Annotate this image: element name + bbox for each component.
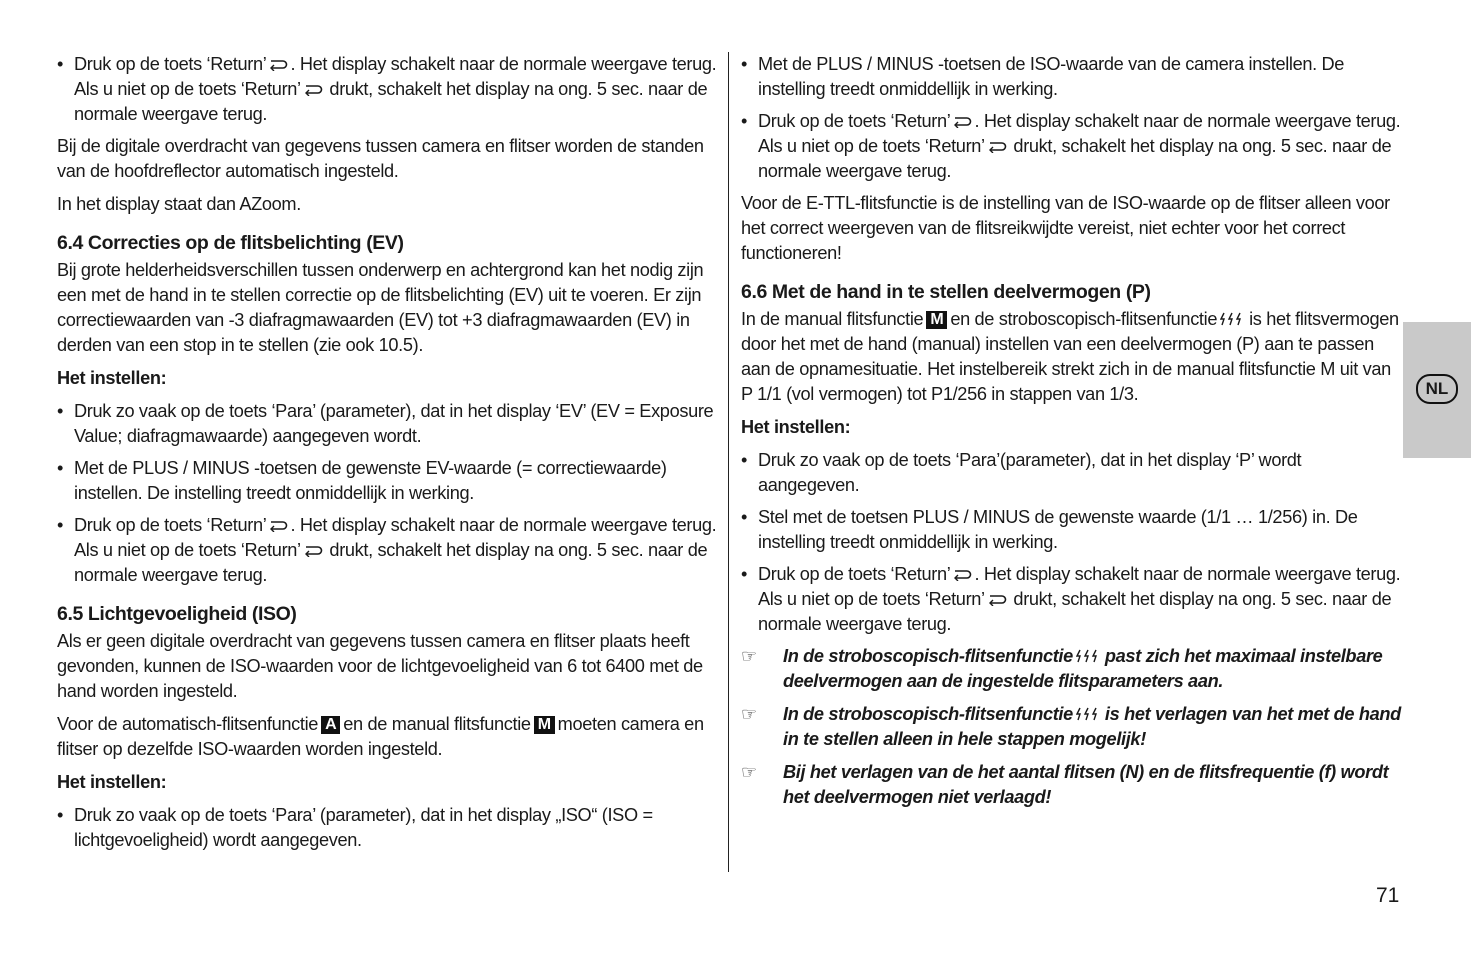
section-6-5-mode-paragraph bbox=[57, 712, 717, 762]
bullet-item: • Druk zo vaak op de toets ‘Para’ (parameter), dat in het display „ISO“ (ISO = lichtgevoeligheid) wordt aangegeven. bbox=[57, 803, 717, 853]
note-1 bbox=[741, 644, 1401, 694]
column-divider bbox=[728, 52, 729, 872]
return-bullet-2 bbox=[57, 513, 717, 588]
section-heading-6-5: 6.5 Lichtgevoeligheid (ISO) bbox=[57, 603, 297, 625]
paragraph-azoom: In het display staat dan AZoom. bbox=[57, 194, 301, 214]
auto-mode-badge: A bbox=[321, 716, 340, 734]
pointing-hand-icon: ☞ bbox=[741, 762, 757, 782]
bullet-item: • Druk zo vaak op de toets ‘Para’(parameter), dat in het display ‘P’ wordt aangegeven. bbox=[741, 448, 1401, 498]
note-text: past zich het maximaal instelbare deelvermogen aan de ingestelde flitsparameters aan. bbox=[783, 646, 1383, 691]
return-arrow-icon bbox=[952, 567, 972, 581]
bullet-text: Druk op de toets ‘Return’ bbox=[74, 54, 267, 74]
setting-subheading: Het instellen: bbox=[57, 772, 167, 792]
bullet-text: drukt, schakelt het display na ong. 5 sec. naar de normale weergave terug. bbox=[758, 589, 1392, 634]
setting-subheading: Het instellen: bbox=[741, 417, 851, 437]
bullet-item: • Met de PLUS / MINUS -toetsen de gewenste EV-waarde (= correctiewaarde) instellen. De instelling treedt onmiddellijk in werking. bbox=[57, 456, 717, 506]
paragraph-text: In de manual flitsfunctie bbox=[741, 309, 924, 329]
manual-mode-badge: M bbox=[534, 716, 555, 734]
bullet-text: . Het display schakelt naar de normale weergave terug. Als u niet op de toets ‘Return’ bbox=[758, 111, 1401, 156]
return-bullet-3 bbox=[741, 109, 1401, 184]
section-heading-6-6: 6.6 Met de hand in te stellen deelvermogen (P) bbox=[741, 281, 1151, 303]
language-tab bbox=[1403, 322, 1471, 458]
note-text: is het verlagen van het met de hand in te stellen alleen in hele stappen mogelijk! bbox=[783, 704, 1401, 749]
section-6-6-text bbox=[741, 307, 1401, 407]
bullet-item: • Met de PLUS / MINUS -toetsen de ISO-waarde van de camera instellen. De instelling treedt onmiddellijk in werking. bbox=[741, 52, 1401, 102]
page-number: 71 bbox=[1376, 884, 1400, 907]
note-text: Bij het verlagen van de het aantal flitsen (N) en de flitsfrequentie (f) wordt het deelvermogen niet verlaagd! bbox=[783, 762, 1389, 807]
return-arrow-icon bbox=[987, 139, 1007, 153]
manual-mode-badge: M bbox=[926, 311, 947, 329]
return-arrow-icon bbox=[952, 114, 972, 128]
paragraph-text: is het flitsvermogen door het met de hand (manual) instellen van een deelvermogen (P) aan te passen aan de opnamesituatie. Het instelbereik strekt zich in de manual flitsfunctie M uit van P 1/1 (vol vermogen) tot P1/256 in stappen van 1/3. bbox=[741, 309, 1399, 404]
return-arrow-icon bbox=[987, 592, 1007, 606]
bullet-text: . Het display schakelt naar de normale weergave terug. Als u niet op de toets ‘Return’ bbox=[758, 564, 1401, 609]
bullet-item: • Druk zo vaak op de toets ‘Para’ (parameter), dat in het display ‘EV’ (EV = Exposure Value; diafragmawaarde) aangegeven wordt. bbox=[57, 399, 717, 449]
section-6-4-text: Bij grote helderheidsverschillen tussen onderwerp en achtergrond kan het nodig zijn een met de hand in te stellen correctie op de flitsbelichting (EV) uit te voeren. Er zijn correctiewaarden van -3 diafragmawaarden (EV) tot +3 diafragmawaarden (EV) in derden van een stop in te stellen (zie ook 10.5). bbox=[57, 260, 704, 355]
section-6-5-text: Als er geen digitale overdracht van gegevens tussen camera en flitser plaats heeft gevonden, kunnen de ISO-waarden voor de lichtgevoeligheid van 6 tot 6400 met de hand worden ingesteld. bbox=[57, 631, 703, 701]
right-column bbox=[741, 52, 1401, 818]
return-bullet-4 bbox=[741, 562, 1401, 637]
stroboscopic-flash-icon bbox=[1076, 707, 1102, 721]
paragraph-text: Voor de automatisch-flitsenfunctie bbox=[57, 714, 319, 734]
return-arrow-icon bbox=[268, 57, 288, 71]
return-arrow-icon bbox=[268, 518, 288, 532]
bullet-text: drukt, schakelt het display na ong. 5 sec. naar de normale weergave terug. bbox=[758, 136, 1392, 181]
note-text: In de stroboscopisch-flitsenfunctie bbox=[783, 704, 1073, 724]
paragraph-text: en de manual flitsfunctie bbox=[343, 714, 531, 734]
bullet-item: • Stel met de toetsen PLUS / MINUS de gewenste waarde (1/1 … 1/256) in. De instelling treedt onmiddellijk in werking. bbox=[741, 505, 1401, 555]
stroboscopic-flash-icon bbox=[1076, 649, 1102, 663]
bullet-text: Druk op de toets ‘Return’ bbox=[758, 564, 951, 584]
return-arrow-icon bbox=[303, 543, 323, 557]
bullet-text: drukt, schakelt het display na ong. 5 sec. naar de normale weergave terug. bbox=[74, 540, 708, 585]
note-text: In de stroboscopisch-flitsenfunctie bbox=[783, 646, 1073, 666]
note-2 bbox=[741, 702, 1401, 752]
bullet-text: Druk op de toets ‘Return’ bbox=[758, 111, 951, 131]
paragraph-ettl: Voor de E-TTL-flitsfunctie is de instelling van de ISO-waarde op de flitser alleen voor het correct weergeven van de flitsreikwijdte vereist, niet echter voor het correct functioneren! bbox=[741, 193, 1390, 263]
pointing-hand-icon: ☞ bbox=[741, 704, 757, 724]
paragraph-digital-transfer: Bij de digitale overdracht van gegevens tussen camera en flitser worden de standen van de hoofdreflector automatisch ingesteld. bbox=[57, 136, 704, 181]
language-badge: NL bbox=[1416, 374, 1458, 404]
bullet-text: . Het display schakelt naar de normale weergave terug. Als u niet op de toets ‘Return’ bbox=[74, 54, 717, 99]
paragraph-text: en de stroboscopisch-flitsenfunctie bbox=[950, 309, 1218, 329]
return-bullet-1 bbox=[57, 52, 717, 127]
stroboscopic-flash-icon bbox=[1220, 312, 1246, 326]
section-heading-6-4: 6.4 Correcties op de flitsbelichting (EV) bbox=[57, 232, 404, 254]
left-column bbox=[57, 52, 717, 860]
return-arrow-icon bbox=[303, 82, 323, 96]
bullet-text: drukt, schakelt het display na ong. 5 sec. naar de normale weergave terug. bbox=[74, 79, 708, 124]
bullet-text: . Het display schakelt naar de normale weergave terug. Als u niet op de toets ‘Return’ bbox=[74, 515, 717, 560]
paragraph-text: moeten camera en flitser op dezelfde ISO-waarden worden ingesteld. bbox=[57, 714, 704, 759]
note-3 bbox=[741, 760, 1401, 810]
setting-subheading: Het instellen: bbox=[57, 368, 167, 388]
bullet-text: Druk op de toets ‘Return’ bbox=[74, 515, 267, 535]
pointing-hand-icon: ☞ bbox=[741, 646, 757, 666]
